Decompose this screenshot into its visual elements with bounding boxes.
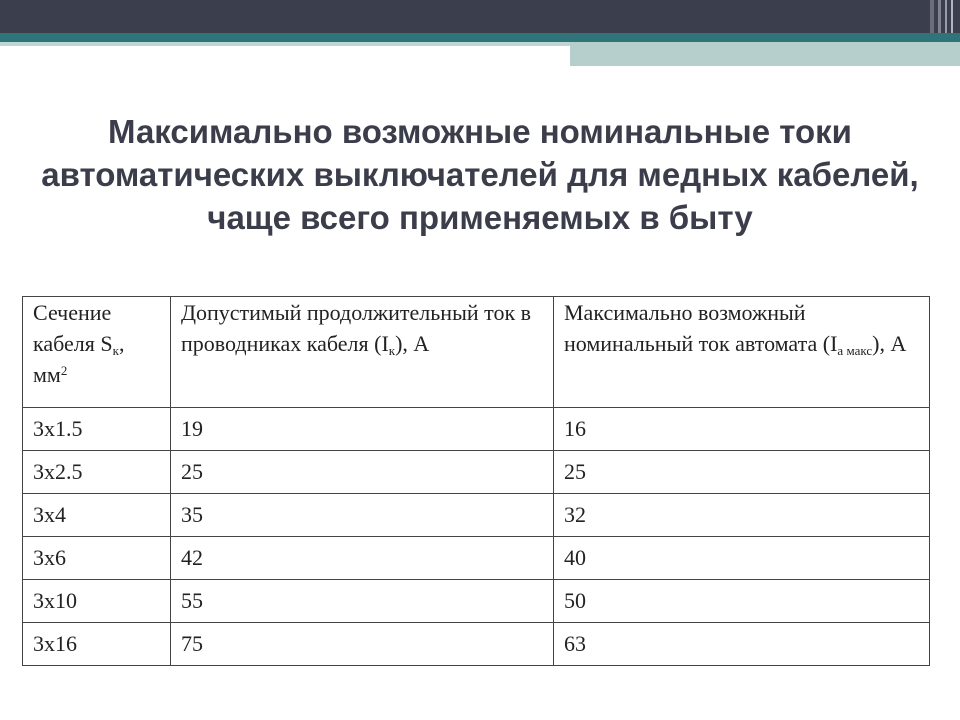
cell-allowed-current: 42 — [171, 537, 554, 580]
slide-accent-light — [0, 42, 570, 46]
header-cable-section: Сечение кабеля $S_к$, $мм^2$ — [23, 297, 171, 408]
cell-allowed-current: 75 — [171, 623, 554, 666]
cell-cable-section: 3x16 — [23, 623, 171, 666]
slide-accent-bar — [0, 33, 960, 42]
table-row — [23, 408, 930, 451]
cell-breaker-current: 50 — [554, 580, 930, 623]
cell-allowed-current: 55 — [171, 580, 554, 623]
cell-cable-section: 3x1.5 — [23, 408, 171, 451]
table-row — [23, 537, 930, 580]
header-allowed-current: Допустимый продолжительный ток в проводниках кабеля $(I_к)$, А — [171, 297, 554, 408]
table-row — [23, 494, 930, 537]
cell-allowed-current: 35 — [171, 494, 554, 537]
cell-breaker-current: 40 — [554, 537, 930, 580]
cell-allowed-current: 19 — [171, 408, 554, 451]
current-table — [22, 296, 930, 666]
cell-breaker-current: 16 — [554, 408, 930, 451]
slide-accent-block — [570, 42, 960, 66]
header-breaker-current: Максимально возможный номинальный ток автомата $(I_{а макс})$, А — [554, 297, 930, 408]
cell-allowed-current: 25 — [171, 451, 554, 494]
cell-cable-section: 3x6 — [23, 537, 171, 580]
cell-cable-section: 3x4 — [23, 494, 171, 537]
table-header-row — [23, 297, 930, 408]
cell-breaker-current: 25 — [554, 451, 930, 494]
slide-title: Максимально возможные номинальные токи автоматических выключателей для медных кабелей, чаще всего применяемых в быту — [41, 113, 919, 236]
cell-breaker-current: 63 — [554, 623, 930, 666]
cell-cable-section: 3x10 — [23, 580, 171, 623]
cell-breaker-current: 32 — [554, 494, 930, 537]
table-row — [23, 580, 930, 623]
slide-header-bar — [0, 0, 960, 33]
table-row — [23, 623, 930, 666]
cell-cable-section: 3x2.5 — [23, 451, 171, 494]
table-row — [23, 451, 930, 494]
